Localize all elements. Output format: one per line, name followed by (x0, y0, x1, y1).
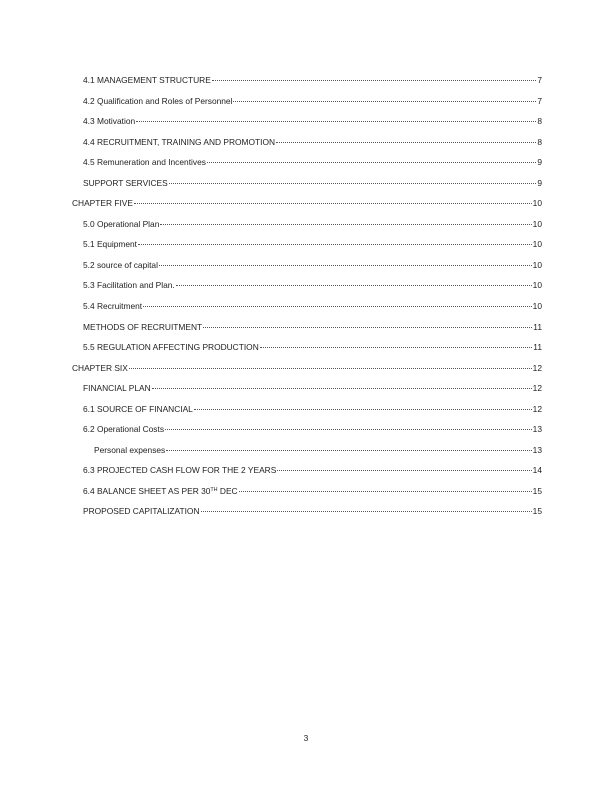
toc-entry[interactable] (72, 296, 542, 317)
toc-entry-title: 5.1 Equipment (83, 239, 138, 250)
toc-entry[interactable] (72, 275, 542, 296)
toc-entry-title: CHAPTER FIVE (72, 198, 133, 209)
page-number: 3 (303, 733, 309, 743)
toc-entry-page-number: 12 (532, 383, 542, 394)
toc-entry-page-number: 13 (532, 444, 542, 455)
toc-entry[interactable] (72, 173, 542, 194)
toc-dot-leader (169, 183, 537, 184)
toc-dot-leader (143, 306, 532, 307)
toc-entry[interactable] (72, 132, 542, 153)
toc-entry[interactable] (72, 152, 542, 173)
toc-dot-leader (159, 265, 532, 266)
toc-dot-leader (194, 409, 532, 410)
toc-entry-title: 4.3 Motivation (83, 116, 136, 127)
toc-dot-leader (277, 470, 531, 471)
toc-entry[interactable] (72, 481, 542, 502)
toc-entry[interactable] (72, 70, 542, 91)
toc-entry-title: 4.5 Remuneration and Incentives (83, 157, 206, 168)
toc-entry-page-number: 8 (537, 136, 542, 147)
toc-dot-leader (136, 121, 536, 122)
toc-entry-title: 4.4 RECRUITMENT, TRAINING AND PROMOTION (83, 136, 276, 147)
toc-entry-title: 6.3 PROJECTED CASH FLOW FOR THE 2 YEARS (83, 465, 277, 476)
toc-entry-page-number: 10 (532, 301, 542, 312)
toc-entry-page-number: 14 (532, 465, 542, 476)
toc-dot-leader (201, 511, 532, 512)
toc-entry-title: 4.2 Qualification and Roles of Personnel (83, 95, 233, 106)
toc-entry-page-number: 9 (537, 177, 542, 188)
toc-dot-leader (134, 203, 532, 204)
toc-entry-page-number: 7 (537, 95, 542, 106)
toc-entry-page-number: 12 (532, 403, 542, 414)
toc-entry[interactable] (72, 501, 542, 522)
toc-dot-leader (166, 450, 531, 451)
toc-entry[interactable] (72, 378, 542, 399)
toc-entry-page-number: 7 (537, 75, 542, 85)
toc-dot-leader (207, 162, 536, 163)
toc-entry-page-number: 13 (532, 424, 542, 435)
toc-entry[interactable] (72, 440, 542, 461)
toc-dot-leader (260, 347, 533, 348)
toc-entry[interactable] (72, 193, 542, 214)
toc-dot-leader (165, 429, 532, 430)
toc-entry[interactable] (72, 337, 542, 358)
toc-entry[interactable] (72, 214, 542, 235)
toc-entry-title: METHODS OF RECRUITMENT (83, 321, 203, 332)
toc-dot-leader (212, 80, 537, 81)
toc-dot-leader (233, 101, 536, 102)
toc-entry-page-number: 10 (532, 218, 542, 229)
toc-entry[interactable] (72, 111, 542, 132)
toc-dot-leader (138, 244, 532, 245)
toc-dot-leader (276, 142, 536, 143)
toc-dot-leader (176, 285, 532, 286)
toc-dot-leader (203, 327, 532, 328)
toc-entry-title: 6.4 BALANCE SHEET AS PER 30TH DEC (83, 485, 238, 496)
toc-entry[interactable] (72, 399, 542, 420)
toc-entry-page-number: 11 (533, 342, 542, 353)
toc-entry-page-number: 10 (532, 239, 542, 250)
toc-entry-title: CHAPTER SIX (72, 362, 128, 373)
toc-entry-superscript: TH (210, 486, 218, 493)
toc-entry-title: 5.5 REGULATION AFFECTING PRODUCTION (83, 342, 259, 353)
toc-dot-leader (239, 491, 532, 492)
toc-entry-title: 5.0 Operational Plan (83, 218, 160, 229)
toc-entry-page-number: 9 (537, 157, 542, 168)
toc-entry[interactable] (72, 91, 542, 112)
toc-entry-title: PROPOSED CAPITALIZATION (83, 506, 200, 517)
toc-entry-title: 5.3 Facilitation and Plan. (83, 280, 175, 291)
toc-entry[interactable] (72, 460, 542, 481)
toc-entry-page-number: 10 (532, 198, 542, 209)
toc-entry-title: 4.1 MANAGEMENT STRUCTURE (83, 75, 211, 85)
toc-entry-page-number: 10 (532, 280, 542, 291)
toc-entry-page-number: 8 (537, 116, 542, 127)
toc-entry-title: 6.1 SOURCE OF FINANCIAL (83, 403, 193, 414)
toc-entry[interactable] (72, 419, 542, 440)
toc-entry-title: FINANCIAL PLAN (83, 383, 151, 394)
toc-entry[interactable] (72, 317, 542, 338)
toc-entry-title: 6.2 Operational Costs (83, 424, 165, 435)
toc-entry-title: SUPPORT SERVICES (83, 177, 168, 188)
toc-entry-page-number: 15 (532, 506, 542, 517)
toc-entry-title: Personal expenses (94, 444, 166, 455)
toc-entry-page-number: 10 (532, 259, 542, 270)
toc-entry-title: 5.2 source of capital (83, 259, 158, 270)
toc-entry-title: 5.4 Recruitment (83, 301, 143, 312)
toc-entry-page-number: 11 (533, 321, 542, 332)
toc-dot-leader (129, 368, 532, 369)
toc-entry[interactable] (72, 358, 542, 379)
toc-entry-page-number: 12 (532, 362, 542, 373)
toc-entry[interactable] (72, 255, 542, 276)
toc-dot-leader (152, 388, 532, 389)
toc-entry-page-number: 15 (532, 485, 542, 496)
table-of-contents (72, 70, 542, 522)
toc-entry[interactable] (72, 234, 542, 255)
toc-dot-leader (160, 224, 531, 225)
